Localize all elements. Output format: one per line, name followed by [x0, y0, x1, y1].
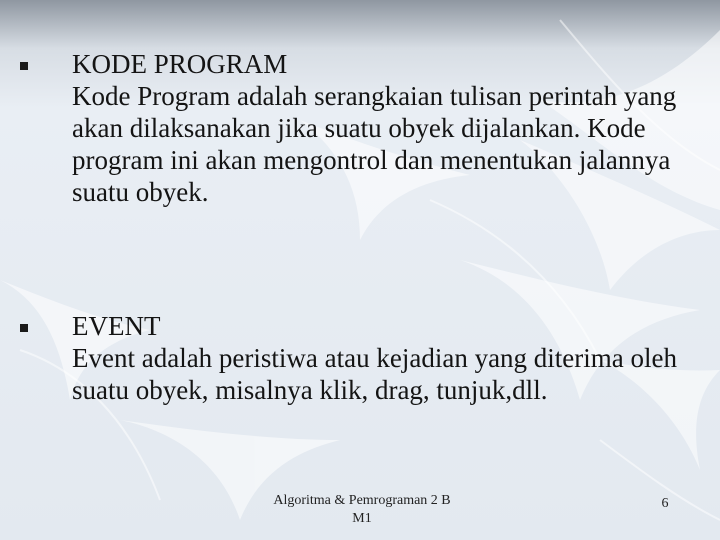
- page-number: 6: [661, 496, 669, 511]
- bullet-body: [72, 48, 692, 208]
- bullet-text: Event adalah peristiwa atau kejadian yang diterima oleh suatu obyek, misalnya klik, drag, tunjuk,dll.: [72, 343, 678, 405]
- bullet-title: EVENT: [72, 311, 161, 341]
- bullet-body: [72, 310, 692, 406]
- square-bullet-icon: [20, 324, 28, 332]
- bullet-title: KODE PROGRAM: [72, 49, 288, 79]
- square-bullet-icon: [20, 62, 28, 70]
- footer-course-label: Algoritma & Pemrograman 2 B M1: [273, 493, 451, 526]
- bullet-text: Kode Program adalah serangkaian tulisan perintah yang akan dilaksanakan jika suatu obyek dijalankan. Kode program ini akan mengontrol dan menentukan jalannya suatu obyek.: [72, 81, 677, 207]
